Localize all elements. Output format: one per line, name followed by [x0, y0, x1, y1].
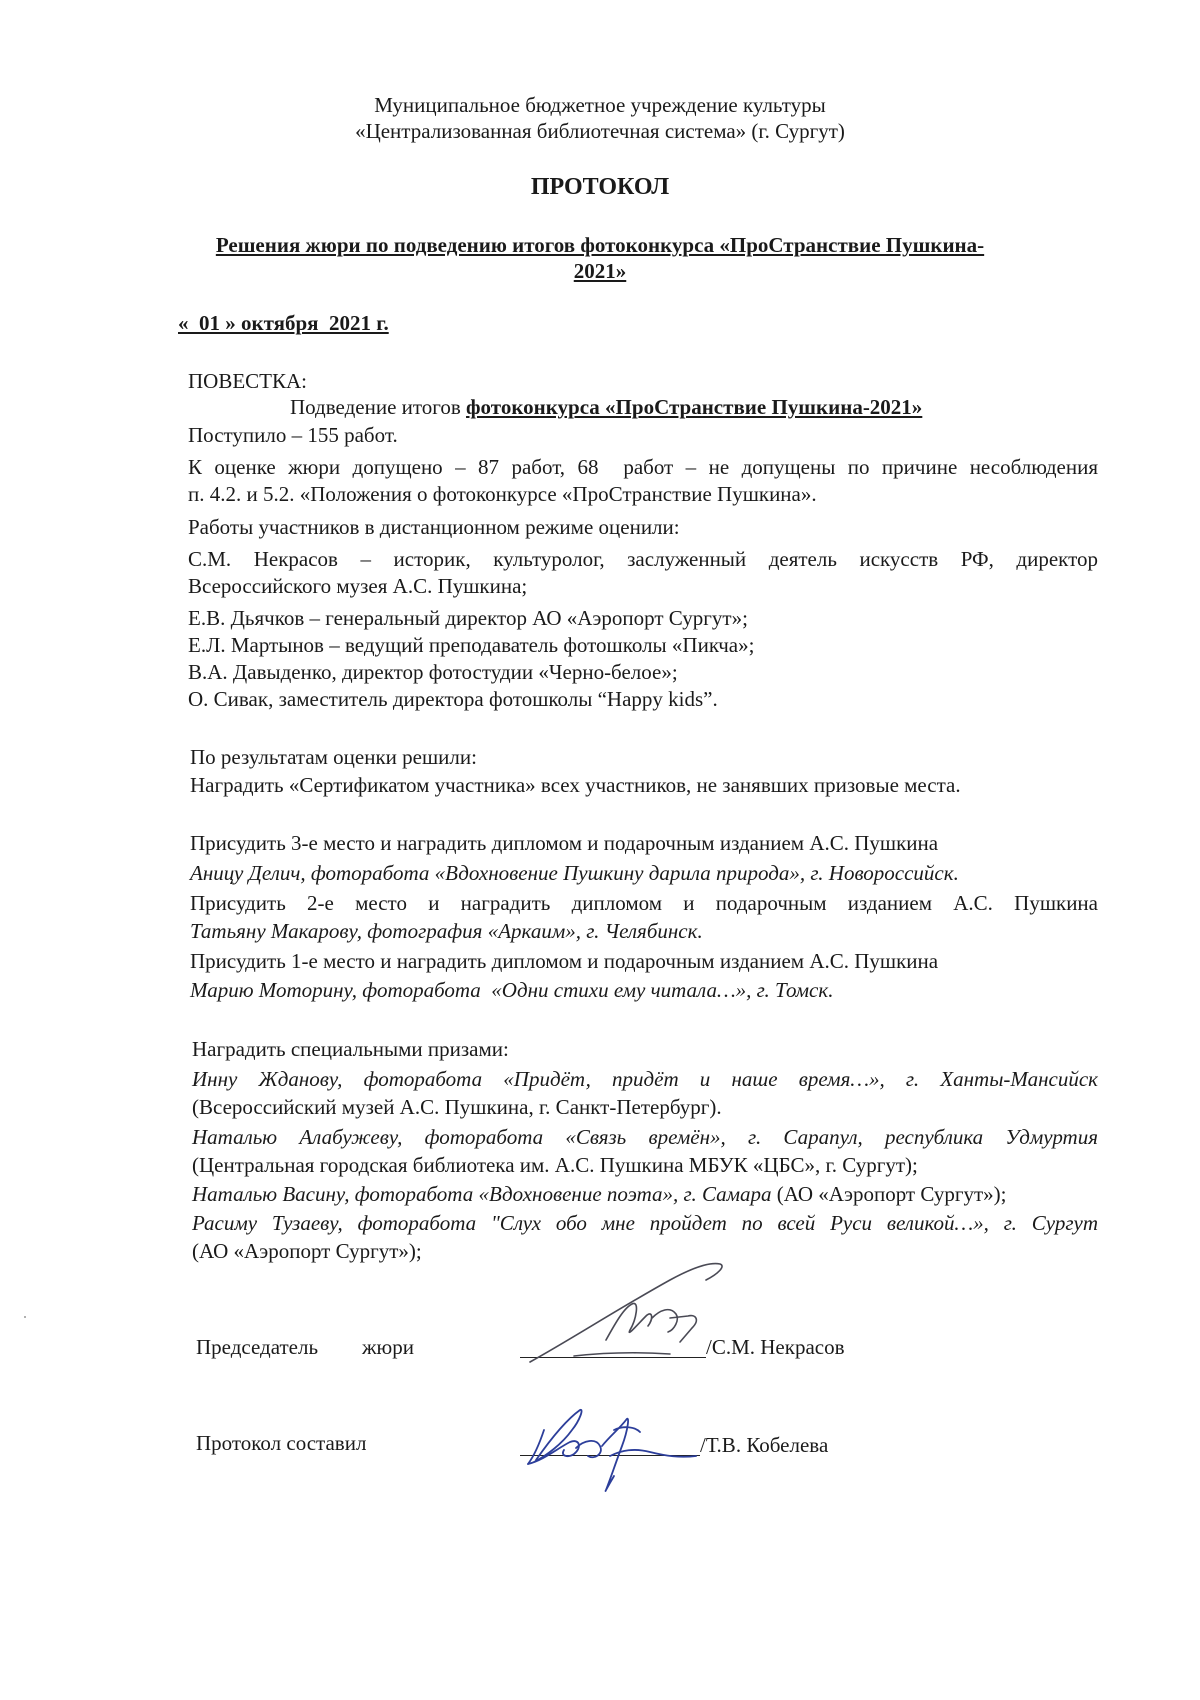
special-prize-1-winner: Инну Жданову, фоторабота «Придёт, придёт и наше время…», г. Ханты-Мансийск	[192, 1067, 1098, 1091]
third-place-award: Присудить 3-е место и наградить дипломом и подарочным изданием А.С. Пушкина	[190, 831, 939, 855]
jury-member-5: О. Сивак, заместитель директора фотошколы “Happy kids”.	[188, 687, 718, 711]
admitted-count-line2: п. 4.2. и 5.2. «Положения о фотоконкурсе «ПроСтранствие Пушкина».	[188, 482, 817, 506]
special-prize-3	[192, 1181, 1006, 1207]
document-subtitle-line2: 2021»	[573, 259, 627, 283]
special-prize-4-sponsor: (АО «Аэропорт Сургут»);	[192, 1239, 422, 1263]
participant-certificate: Наградить «Сертификатом участника» всех участников, не занявших призовые места.	[190, 773, 961, 797]
chair-name: /С.М. Некрасов	[706, 1335, 845, 1359]
chair-signature	[520, 1258, 750, 1368]
agenda-topic-name: фотоконкурса «ПроСтранствие Пушкина-2021»	[466, 395, 923, 419]
special-prizes-intro: Наградить специальными призами:	[192, 1037, 509, 1061]
received-count: Поступило – 155 работ.	[188, 423, 398, 447]
jury-member-1-line2: Всероссийского музея А.С. Пушкина;	[188, 574, 528, 598]
admitted-count-line1: К оценке жюри допущено – 87 работ, 68 работ – не допущены по причине несоблюдения	[188, 455, 1098, 479]
special-prize-2-sponsor: (Центральная городская библиотека им. А.С. Пушкина МБУК «ЦБС», г. Сургут);	[192, 1153, 918, 1177]
special-prize-1-sponsor: (Всероссийский музей А.С. Пушкина, г. Санкт-Петербург).	[192, 1095, 722, 1119]
document-title: ПРОТОКОЛ	[530, 174, 670, 200]
jury-member-1-line1: С.М. Некрасов – историк, культуролог, заслуженный деятель искусств РФ, директор	[188, 547, 1098, 571]
document-subtitle-line1: Решения жюри по подведению итогов фотоконкурса «ПроСтранствие Пушкина-	[215, 233, 985, 257]
agenda-topic	[290, 394, 922, 420]
special-prize-3-winner: Наталью Васину, фоторабота «Вдохновение поэта», г. Самара	[192, 1182, 772, 1206]
third-place-winner: Аницу Делич, фоторабота «Вдохновение Пушкину дарила природа», г. Новороссийск.	[190, 861, 959, 885]
jury-member-4: В.А. Давыденко, директор фотостудии «Черно-белое»;	[188, 660, 678, 684]
second-place-award: Присудить 2-е место и наградить дипломом и подарочным изданием А.С. Пушкина	[190, 891, 1098, 915]
special-prize-4-winner: Расиму Тузаеву, фоторабота "Слух обо мне пройдет по всей Руси великой…», г. Сургут	[192, 1211, 1098, 1235]
jury-intro: Работы участников в дистанционном режиме оценили:	[188, 515, 680, 539]
second-place-winner: Татьяну Макарову, фотография «Аркаим», г. Челябинск.	[190, 919, 703, 943]
special-prize-3-sponsor: (АО «Аэропорт Сургут»);	[771, 1182, 1007, 1206]
agenda-topic-prefix: Подведение итогов	[290, 395, 467, 419]
first-place-award: Присудить 1-е место и наградить дипломом и подарочным изданием А.С. Пушкина	[190, 949, 939, 973]
jury-member-2: Е.В. Дьячков – генеральный директор АО «Аэропорт Сургут»;	[188, 606, 748, 630]
scan-speck	[24, 1316, 26, 1318]
chair-role	[196, 1334, 414, 1360]
first-place-winner: Марию Моторину, фоторабота «Одни стихи ему читала…», г. Томск.	[190, 978, 834, 1002]
org-name-line1: Муниципальное бюджетное учреждение культуры	[374, 93, 826, 117]
secretary-name: /Т.В. Кобелева	[700, 1433, 829, 1457]
secretary-signature	[510, 1390, 710, 1500]
jury-member-3: Е.Л. Мартынов – ведущий преподаватель фотошколы «Пикча»;	[188, 633, 755, 657]
document-date: « 01 » октября 2021 г.	[178, 311, 389, 335]
agenda-heading: ПОВЕСТКА:	[188, 369, 308, 393]
decision-intro: По результатам оценки решили:	[190, 745, 477, 769]
org-name-line2: «Централизованная библиотечная система» (г. Сургут)	[355, 119, 845, 143]
chair-role-jury: жюри	[362, 1335, 414, 1359]
secretary-role: Протокол составил	[196, 1431, 367, 1455]
special-prize-2-winner: Наталью Алабужеву, фоторабота «Связь времён», г. Сарапул, республика Удмуртия	[192, 1125, 1098, 1149]
chair-role-title: Председатель	[196, 1335, 319, 1359]
